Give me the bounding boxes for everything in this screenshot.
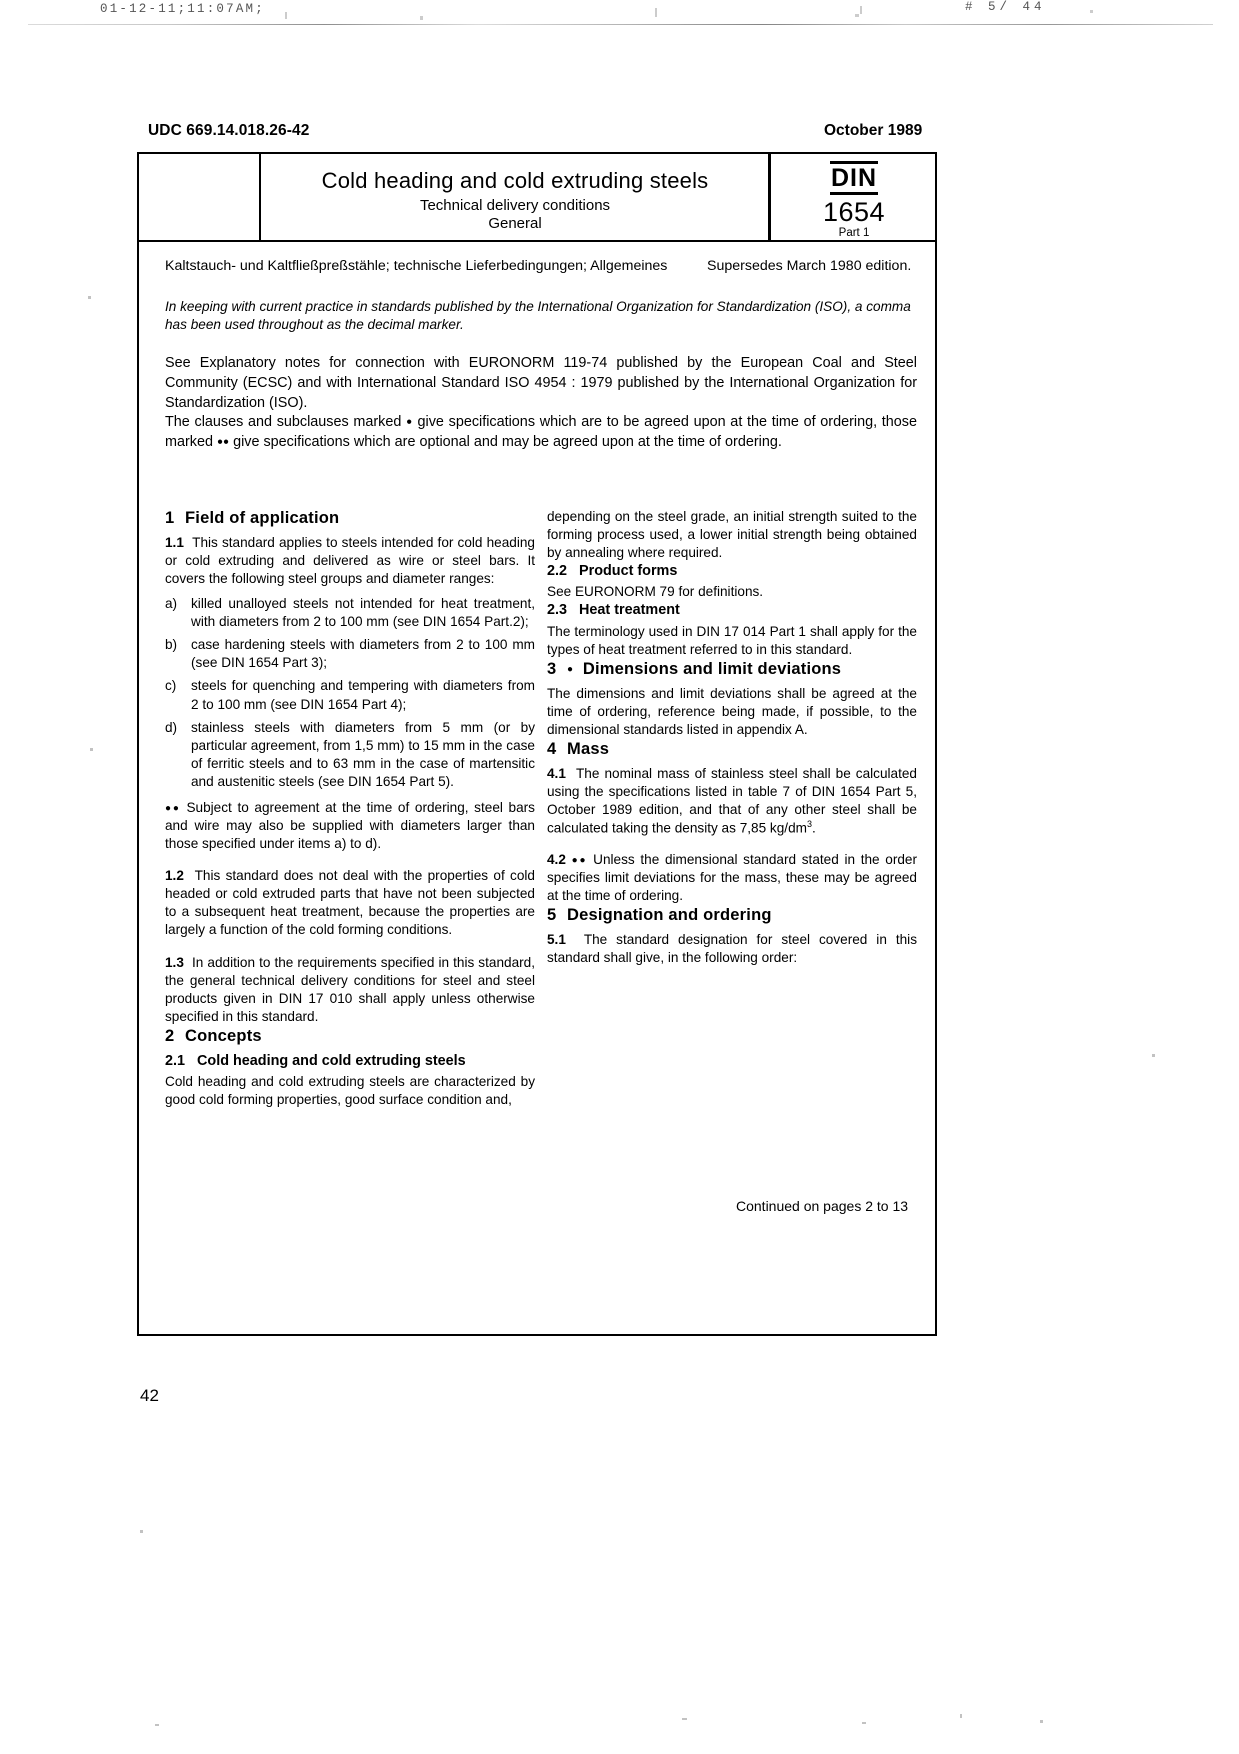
clause-2-2-text: See EURONORM 79 for definitions. xyxy=(547,584,764,600)
scan-speck xyxy=(90,748,93,751)
scan-speck xyxy=(140,1530,143,1533)
continued-note: Continued on pages 2 to 13 xyxy=(736,1198,909,1214)
heading-2-2 xyxy=(547,562,917,581)
steel-group-list xyxy=(165,595,535,791)
clause-2-1-text: Cold heading and cold extruding steels are characterized by good cold forming properties, good surface condition and, xyxy=(165,1073,535,1107)
list-item xyxy=(165,719,535,791)
list-marker: c) xyxy=(165,678,177,694)
single-dot-icon: ● xyxy=(567,663,574,675)
scan-speck xyxy=(155,1724,159,1726)
title-band-divider-left xyxy=(259,152,261,242)
heading-label: Dimensions and limit deviations xyxy=(582,659,842,678)
clause-3-text: The dimensions and limit deviations shall be agreed at the time of ordering, reference being made, if possible, to the dimensional standards listed in appendix A. xyxy=(547,685,917,737)
list-item-text: stainless steels with diameters from 5 mm (or by particular agreement, from 1,5 mm) to 15 mm in the case of ferritic steels and to 63 mm in the case of martensitic and austenitic steels (see DIN 1654 Part 5). xyxy=(191,719,535,789)
double-dot-icon: ●● xyxy=(216,436,230,448)
heading-designation-and-ordering xyxy=(547,905,917,927)
subject-to-agreement-text: Subject to agreement at the time of ordering, steel bars and wire may also be supplied with diameters larger than those specified under items a) to d). xyxy=(165,799,535,852)
list-marker: a) xyxy=(165,596,178,612)
subject-to-agreement-note xyxy=(165,799,535,853)
list-item xyxy=(165,595,535,631)
heading-2-3-number: 2.3 xyxy=(547,602,568,619)
page-number: 42 xyxy=(140,1386,159,1405)
page-subtitle-1: Technical delivery conditions xyxy=(419,197,611,214)
scan-speck xyxy=(88,296,91,299)
heading-number: 3 xyxy=(547,659,557,678)
clause-4-2-number: 4.2 xyxy=(547,851,566,867)
heading-label: Mass xyxy=(567,739,610,758)
heading-2-3-label: Heat treatment xyxy=(579,602,680,619)
clause-note-part-2: give specifications which are to be agreed upon at the time of ordering, those marked xyxy=(165,414,917,450)
euronorm-note: See Explanatory notes for connection with EURONORM 119-74 published by the European Coal and Steel Community (ECSC) and with International Standard ISO 4954 : 1979 published by the International Organization for Standardization (ISO). xyxy=(165,355,917,411)
scan-speck xyxy=(862,1722,866,1724)
scan-speck xyxy=(420,16,423,20)
clause-1-3 xyxy=(165,954,535,1026)
clause-marking-note xyxy=(165,413,917,453)
heading-2-1-number: 2.1 xyxy=(165,1052,186,1069)
clause-1-1-text: This standard applies to steels intended for cold heading or cold extruding and delivered as wire or steel bars. It covers the following steel groups and diameter ranges: xyxy=(165,534,535,587)
heading-label: Field of application xyxy=(185,509,340,527)
fax-header xyxy=(0,0,1239,30)
scan-speck xyxy=(1152,1054,1155,1057)
scan-speck xyxy=(1090,10,1093,13)
left-column xyxy=(165,508,535,1109)
clause-4-1-text: The nominal mass of stainless steel shall be calculated using the specifications listed in table 7 of DIN 1654 Part 5, October 1989 edition, and that of any other steel shall be calculated taking the density as 7,85 kg/dm xyxy=(547,765,917,836)
heading-2-2-number: 2.2 xyxy=(547,563,568,580)
clause-1-3-text: In addition to the requirements specified in this standard, the general technical delivery conditions for steel and steel products given in DIN 17 010 shall apply unless otherwise specified in this standard. xyxy=(165,954,535,1024)
list-item xyxy=(165,636,535,672)
standard-part: Part 1 xyxy=(838,227,870,239)
heading-label: Designation and ordering xyxy=(567,905,772,924)
standard-number: 1654 xyxy=(822,197,886,227)
scan-speck xyxy=(855,14,859,17)
list-marker: b) xyxy=(165,637,178,653)
list-item-text: steels for quenching and tempering with diameters from 2 to 100 mm (see DIN 1654 Part 4); xyxy=(191,678,535,712)
clause-1-1-number: 1.1 xyxy=(165,534,184,550)
clause-2-3-text: The terminology used in DIN 17 014 Part 1 shall apply for the types of heat treatment referred to in this standard. xyxy=(547,623,917,657)
double-dot-icon: ●● xyxy=(571,854,588,866)
clause-5-1-text: The standard designation for steel covered in this standard shall give, in the following order: xyxy=(547,931,917,965)
din-logo-text: DIN xyxy=(830,161,878,195)
scan-speck xyxy=(285,12,287,19)
german-title: Kaltstauch- und Kaltfließpreßstähle; technische Lieferbedingungen; Allgemeines xyxy=(165,258,668,274)
din-logo xyxy=(771,164,937,193)
page-title: Cold heading and cold extruding steels xyxy=(321,168,709,193)
issue-date: October 1989 xyxy=(824,122,923,139)
heading-number: 1 xyxy=(165,509,175,527)
list-item-text: case hardening steels with diameters from 2 to 100 mm (see DIN 1654 Part 3); xyxy=(191,637,535,671)
clause-note-part-3: give specifications which are optional and may be agreed upon at the time of ordering. xyxy=(229,433,782,450)
clause-1-2-number: 1.2 xyxy=(165,868,184,884)
scan-speck xyxy=(655,8,657,17)
clause-4-2 xyxy=(547,851,917,905)
scan-speck xyxy=(860,6,862,14)
heading-2-1-label: Cold heading and cold extruding steels xyxy=(197,1052,466,1069)
udc-number: UDC 669.14.018.26-42 xyxy=(148,122,310,139)
heading-label: Concepts xyxy=(185,1026,262,1045)
supersedes-note: Supersedes March 1980 edition. xyxy=(707,258,912,274)
clause-4-1 xyxy=(547,765,917,838)
scan-speck xyxy=(682,1718,687,1720)
page-subtitle-2: General xyxy=(488,215,542,232)
double-dot-icon: ●● xyxy=(165,802,181,814)
heading-mass xyxy=(547,739,917,761)
heading-number: 4 xyxy=(547,739,557,758)
heading-number: 5 xyxy=(547,905,557,924)
heading-dimensions xyxy=(547,659,917,681)
list-marker: d) xyxy=(165,719,178,735)
clause-4-2-text: Unless the dimensional standard stated in the order specifies limit deviations for the mass, these may be agreed at the time of ordering. xyxy=(547,851,918,903)
clause-1-2 xyxy=(165,867,535,939)
clause-note-part-1: The clauses and subclauses marked xyxy=(165,414,407,430)
heading-number: 2 xyxy=(165,1026,175,1045)
clause-1-3-number: 1.3 xyxy=(165,954,184,970)
heading-field-of-application xyxy=(165,508,535,530)
list-item-text: killed unalloyed steels not intended for heat treatment, with diameters from 2 to 100 mm (see DIN 1654 Part.2); xyxy=(191,596,535,630)
fax-header-page-count: # 5/ 44 xyxy=(965,0,1046,14)
heading-2-2-label: Product forms xyxy=(579,563,678,580)
clause-5-1 xyxy=(547,931,917,967)
density-unit-exponent: 3 xyxy=(806,819,812,830)
fax-header-timestamp: 01-12-11;11:07AM; xyxy=(100,2,265,16)
heading-2-3 xyxy=(547,601,917,620)
clause-1-1 xyxy=(165,534,535,588)
single-dot-icon: ● xyxy=(406,416,413,428)
scan-speck xyxy=(960,1714,962,1718)
heading-2-1 xyxy=(165,1052,535,1071)
scan-speck xyxy=(1040,1720,1043,1723)
list-item xyxy=(165,677,535,713)
clause-4-1-number: 4.1 xyxy=(547,765,566,781)
continued-paragraph: depending on the steel grade, an initial strength suited to the forming process used, a lower initial strength being obtained by annealing where required. xyxy=(547,509,917,561)
clause-1-2-text: This standard does not deal with the properties of cold headed or cold extruded parts that have not been subjected to a subsequent heat treatment, because the properties are largely a function of the cold forming conditions. xyxy=(165,868,535,938)
clause-4-1-text-end: . xyxy=(811,820,816,836)
fax-header-rule xyxy=(28,24,1213,25)
clause-5-1-number: 5.1 xyxy=(547,931,566,947)
heading-concepts xyxy=(165,1026,535,1048)
iso-decimal-marker-note: In keeping with current practice in standards published by the International Organization for Standardization (ISO), a comma has been used throughout as the decimal marker. xyxy=(165,299,911,333)
right-column xyxy=(547,508,917,967)
